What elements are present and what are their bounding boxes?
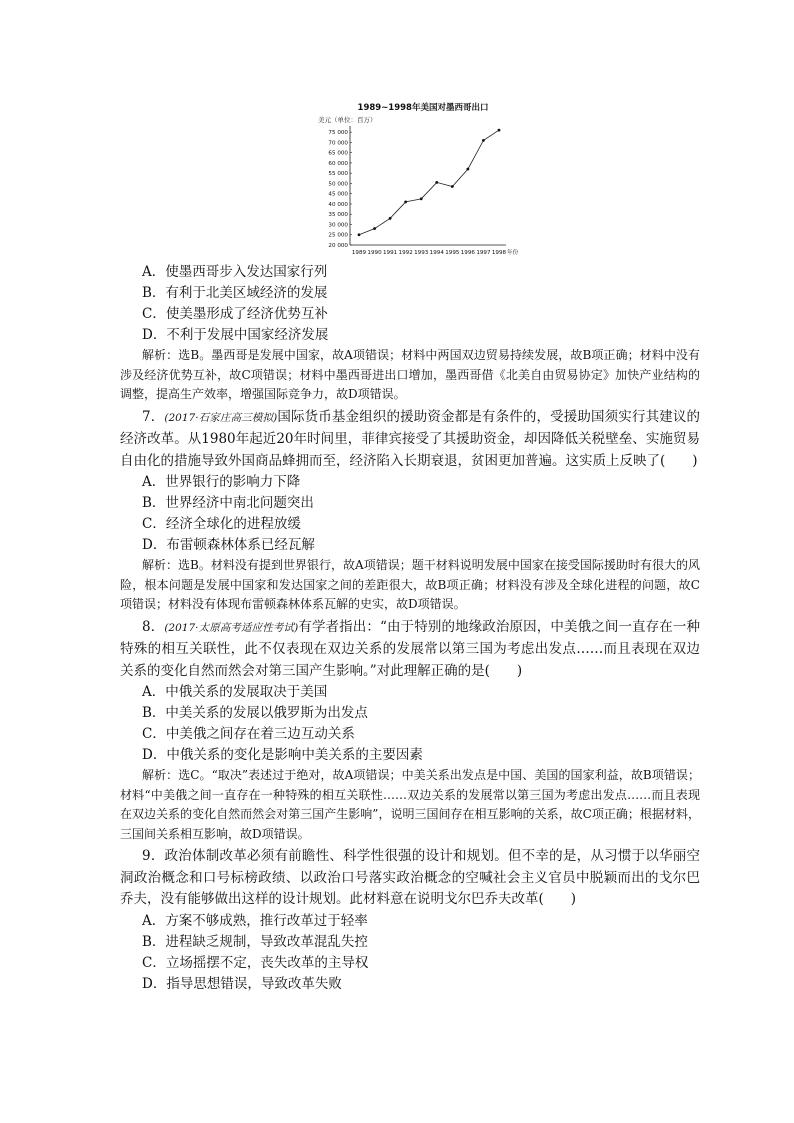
q7-option-c[interactable]: C．经济全球化的进程放缓 xyxy=(142,516,301,532)
y-tick-label: 30 000 xyxy=(328,222,348,229)
q8-source: (2017·太原高考适应性考试) xyxy=(164,621,299,634)
q6-option-d[interactable]: D．不利于发展中国家经济发展 xyxy=(142,327,329,343)
q7-number: 7． xyxy=(142,408,165,425)
q6-option-b[interactable]: B．有利于北美区域经济的发展 xyxy=(142,285,328,301)
q8-option-b[interactable]: B．中美关系的发展以俄罗斯为出发点 xyxy=(142,705,368,721)
export-line-chart xyxy=(316,100,526,260)
question-content xyxy=(120,262,700,995)
q8-option-a[interactable]: A．中俄关系的发展取决于美国 xyxy=(142,684,328,700)
data-point xyxy=(482,139,485,142)
q7-answer: 解析：选B。材料没有提到世界银行，故A项错误；题干材料说明发展中国家在接受国际援助时有很大的风险，根本问题是发展中国家和发达国家之间的差距很大，故B项正确；材料没有涉及全球化进程的问题，故C项错误；材料没有体现布雷顿森林体系瓦解的史实，故D项错误。 xyxy=(120,558,700,611)
q7-option-b[interactable]: B．世界经济中南北问题突出 xyxy=(142,495,314,511)
series-line xyxy=(359,130,499,235)
y-tick-label: 60 000 xyxy=(328,160,348,167)
x-tick-label: 1995 xyxy=(445,250,460,256)
y-tick-label: 20 000 xyxy=(328,243,348,249)
data-point xyxy=(451,185,454,188)
q6-answer: 解析：选B。墨西哥是发展中国家，故A项错误；材料中两国双边贸易持续发展，故B项正确；材料中没有涉及经济优势互补，故C项错误；材料中墨西哥进出口增加，墨西哥借《北美自由贸易协定》加快产业结构的调整，提高生产效率，增强国际竞争力，故D项错误。 xyxy=(120,348,700,401)
x-tick-label: 1992 xyxy=(398,250,413,256)
q8-stem xyxy=(120,617,700,683)
q8-text: 有学者指出：“由于特别的地缘政治原因，中美俄之间一直存在一种特殊的相互关联性，此不仅表现在双边关系的发展常以第三国为考虑出发点……而且表现在双边关系的变化自然而然会对第三国产生影响。”对此理解正确的是( ) xyxy=(120,618,701,679)
q8-number: 8． xyxy=(142,618,165,635)
y-tick-label: 70 000 xyxy=(328,140,348,147)
q9-option-a[interactable]: A．方案不够成熟，推行改革过于轻率 xyxy=(142,912,368,929)
q6-option-c[interactable]: C．使美墨形成了经济优势互补 xyxy=(142,306,328,322)
q9-option-d[interactable]: D．指导思想错误，导致改革失败 xyxy=(142,975,342,992)
y-tick-label: 65 000 xyxy=(328,150,348,157)
q7-text: 国际货币基金组织的援助资金都是有条件的，受援助国须实行其建议的经济改革。从1980年起近20年时间里，菲律宾接受了其援助资金，却因降低关税壁垒、实施贸易自由化的措施导致外国商品蜂拥而至，经济陷入长期衰退，贫困更加普遍。这实质上反映了( ) xyxy=(120,408,700,469)
q9-option-b[interactable]: B．进程缺乏规制，导致改革混乱失控 xyxy=(142,933,368,950)
q7-option-a[interactable]: A．世界银行的影响力下降 xyxy=(142,474,301,490)
q9-stem: 9．政治体制改革必须有前瞻性、科学性很强的设计和规划。但不幸的是，从习惯于以华丽空洞政治概念和口号标榜政绩、以政治口号落实政治概念的空喊社会主义官员中脱颖而出的戈尔巴乔夫，没有能够做出这样的设计规划。此材料意在说明戈尔巴乔夫改革( ) xyxy=(120,848,700,907)
x-tick-label: 1989 xyxy=(351,250,367,256)
q8-answer: 解析：选C。“取决”表述过于绝对，故A项错误；中美关系出发点是中国、美国的国家利益，故B项错误；材料“中美俄之间一直存在一种特殊的相互关联性……双边关系的发展常以第三国为考虑出发点……而且表现在双边关系的变化自然而然会对第三国产生影响”，说明三国间存在相互影响的关系，故C项正确；根据材料，三国间关系相互影响，故D项错误。 xyxy=(120,768,700,841)
q7-source: (2017·石家庄高三模拟) xyxy=(164,411,278,424)
x-tick-label: 1998 xyxy=(491,250,507,256)
x-tick-label: 1991 xyxy=(382,250,398,256)
y-tick-label: 45 000 xyxy=(328,191,348,198)
y-tick-label: 55 000 xyxy=(328,171,348,178)
data-point xyxy=(404,201,407,204)
x-tick-label: 1993 xyxy=(414,250,429,256)
data-point xyxy=(498,129,501,132)
data-point xyxy=(358,233,361,236)
x-tick-label: 1997 xyxy=(476,250,491,256)
x-tick-label: 1994 xyxy=(429,250,444,256)
data-point xyxy=(435,181,438,184)
y-tick-label: 75 000 xyxy=(328,130,348,137)
x-axis-label: 年份 xyxy=(507,250,519,256)
q7-option-d[interactable]: D．布雷顿森林体系已经瓦解 xyxy=(142,537,315,553)
q9-option-c[interactable]: C．立场摇摆不定，丧失改革的主导权 xyxy=(142,954,369,971)
data-point xyxy=(420,197,423,200)
data-point xyxy=(466,168,469,171)
data-point xyxy=(389,217,392,220)
q7-stem xyxy=(120,407,700,473)
y-tick-label: 35 000 xyxy=(328,212,348,219)
data-point xyxy=(373,227,376,230)
chart-ylabel: 美元（单位：百万） xyxy=(318,116,377,124)
q8-option-c[interactable]: C．中美俄之间存在着三边互动关系 xyxy=(142,726,355,742)
y-tick-label: 25 000 xyxy=(328,232,348,239)
x-tick-label: 1996 xyxy=(460,250,476,256)
chart-title: 1989~1998年美国对墨西哥出口 xyxy=(357,103,489,113)
q8-option-d[interactable]: D．中俄关系的变化是影响中美关系的主要因素 xyxy=(142,747,423,763)
q6-option-a[interactable]: A．使墨西哥步入发达国家行列 xyxy=(142,264,328,280)
y-tick-label: 40 000 xyxy=(328,201,348,208)
x-tick-label: 1990 xyxy=(367,250,382,256)
y-tick-label: 50 000 xyxy=(328,181,348,188)
